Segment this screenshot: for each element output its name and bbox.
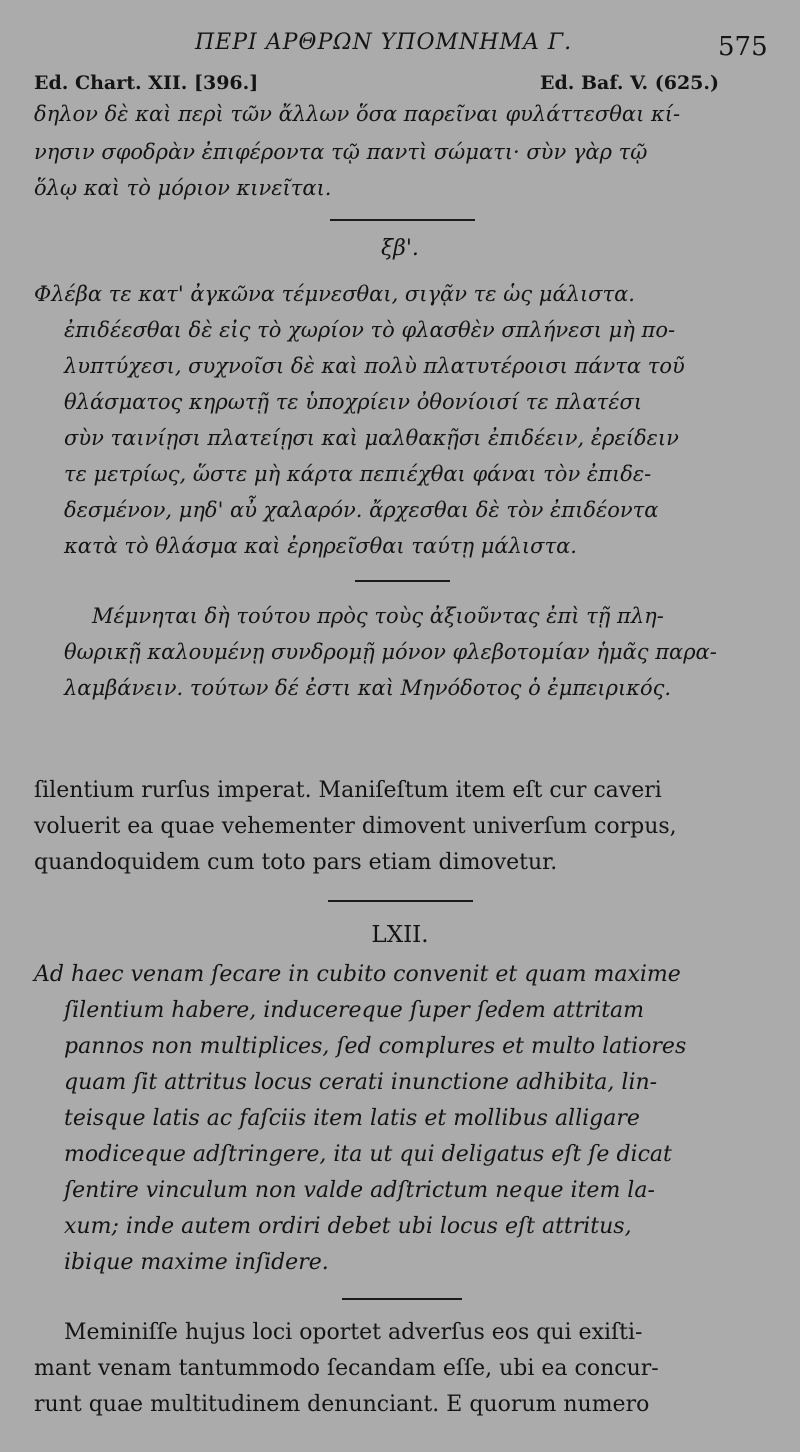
- text-line: δηλον δὲ καὶ περὶ τῶν ἄλλων ὅσα παρεῖναι φυλάττεσθαι κί-: [34, 102, 681, 126]
- text-line: ὅλῳ καὶ τὸ μόριον κινεῖται.: [34, 176, 332, 200]
- text-line: modiceque adſtringere, ita ut qui deligatus eſt ſe dicat: [64, 1142, 672, 1167]
- text-line: pannos non multiplices, ſed complures et multo latiores: [64, 1034, 687, 1059]
- text-line: ἐπιδέεσθαι δὲ εἰς τὸ χωρίον τὸ φλασθὲν σπλήνεσι μὴ πο-: [64, 318, 676, 342]
- text-line: σὺν ταινίῃσι πλατείῃσι καὶ μαλθακῇσι ἐπιδέειν, ἐρείδειν: [64, 426, 679, 450]
- text-line: xum; inde autem ordiri debet ubi locus eſt attritus,: [64, 1214, 632, 1239]
- text-line: Φλέβα τε κατ' ἀγκῶνα τέμνεσθαι, σιγᾷν τε ὡς μάλιστα.: [34, 282, 635, 306]
- latin-section-number: LXII.: [371, 922, 429, 948]
- section-divider: [355, 580, 450, 582]
- section-divider: [328, 900, 473, 902]
- text-line: λαμβάνειν. τούτων δέ ἐστι καὶ Μηνόδοτος ὁ ἐμπειρικός.: [64, 676, 672, 700]
- text-line: θωρικῇ καλουμένῃ συνδρομῇ μόνον φλεβοτομίαν ἡμᾶς παρα-: [64, 640, 717, 664]
- text-line: voluerit ea quae vehementer dimovent univerſum corpus,: [34, 814, 677, 839]
- page-number: 575: [718, 32, 768, 62]
- text-line: κατὰ τὸ θλάσμα καὶ ἐρηρεῖσθαι ταύτῃ μάλιστα.: [64, 534, 577, 558]
- edition-reference-left: Ed. Chart. XII. [396.]: [34, 72, 259, 94]
- text-line: Meminiſſe hujus loci oportet adverſus eos qui exiſti-: [64, 1320, 643, 1345]
- text-line: Ad haec venam ſecare in cubito convenit et quam maxime: [34, 962, 681, 987]
- section-divider: [330, 219, 475, 221]
- greek-section-number: ξβ'.: [381, 236, 419, 261]
- text-line: θλάσματος κηρωτῇ τε ὑποχρίειν ὀθονίοισί τε πλατέσι: [64, 390, 643, 414]
- text-line: runt quae multitudinem denunciant. E quorum numero: [34, 1392, 650, 1417]
- text-line: Μέμνηται δὴ τούτου πρὸς τοὺς ἀξιοῦντας ἐπὶ τῇ πλη-: [92, 604, 664, 628]
- text-line: λυπτύχεσι, συχνοῖσι δὲ καὶ πολὺ πλατυτέροισι πάντα τοῦ: [64, 354, 685, 378]
- text-line: quandoquidem cum toto pars etiam dimovetur.: [34, 850, 558, 875]
- text-line: teisque latis ac faſciis item latis et mollibus alligare: [64, 1106, 640, 1131]
- text-line: quam ſit attritus locus cerati inunctione adhibita, lin-: [64, 1070, 658, 1095]
- text-line: mant venam tantummodo ſecandam eſſe, ubi ea concur-: [34, 1356, 659, 1381]
- section-divider: [342, 1298, 462, 1300]
- text-line: ſilentium rurſus imperat. Maniſeſtum item eſt cur caveri: [34, 778, 662, 803]
- edition-reference-right: Ed. Baf. V. (625.): [540, 72, 719, 94]
- text-line: νησιν σφοδρὰν ἐπιφέροντα τῷ παντὶ σώματι· σὺν γὰρ τῷ: [34, 140, 648, 164]
- text-line: ſilentium habere, inducereque ſuper ſedem attritam: [64, 998, 645, 1023]
- text-line: τε μετρίως, ὥστε μὴ κάρτα πεπιέχθαι φάναι τὸν ἐπιδε-: [64, 462, 652, 486]
- text-line: ibique maxime inſidere.: [64, 1250, 329, 1275]
- text-line: δεσμένον, μηδ' αὖ χαλαρόν. ἄρχεσθαι δὲ τὸν ἐπιδέοντα: [64, 498, 659, 522]
- running-title: ΠΕΡΙ ΑΡΘΡΩΝ ΥΠΟΜΝΗΜΑ Γ.: [195, 30, 573, 55]
- text-line: ſentire vinculum non valde adſtrictum neque item la-: [64, 1178, 655, 1203]
